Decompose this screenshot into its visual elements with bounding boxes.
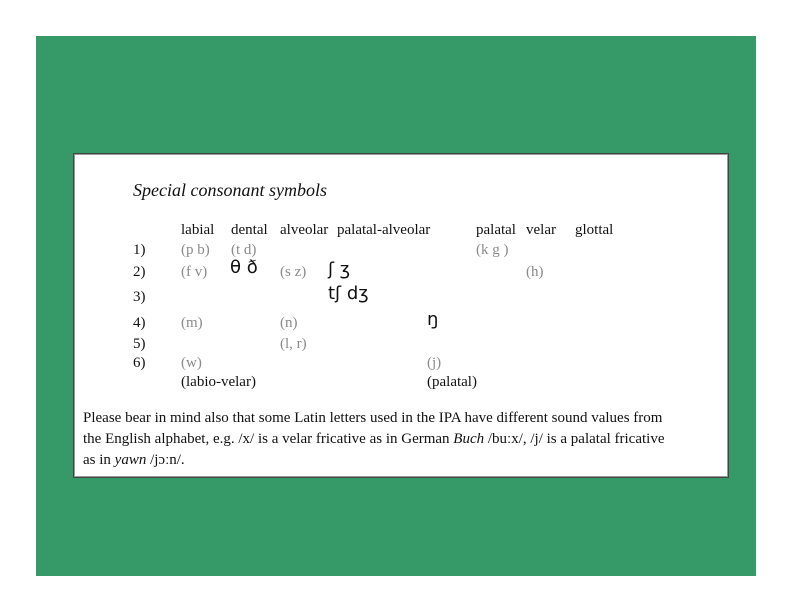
row-number: 6) xyxy=(133,355,146,371)
cell-dental: (t d) xyxy=(231,242,257,258)
cell-velar-nasal-ipa: ŋ xyxy=(427,309,439,330)
header-palatal-alveolar: palatal-alveolar xyxy=(337,222,431,238)
header-dental: dental xyxy=(231,222,268,238)
cell-alveolar: (n) xyxy=(280,315,298,331)
row-number: 5) xyxy=(133,336,146,352)
note-text: as in xyxy=(83,452,115,468)
row-number: 4) xyxy=(133,315,146,331)
note-text: /jɔːn/. xyxy=(146,452,185,468)
cell-labio-velar-label: (labio-velar) xyxy=(181,374,256,390)
row-number: 2) xyxy=(133,264,146,280)
note-text: the English alphabet, e.g. /x/ is a velar fricative as in German xyxy=(83,431,454,447)
cell-alveolar: (s z) xyxy=(280,264,307,280)
cell-labial: (m) xyxy=(181,315,203,331)
cell-palatal: (k g ) xyxy=(476,242,509,258)
cell-dental-ipa: θ ð xyxy=(230,257,258,278)
note-text: /buːx/, /j/ is a palatal fricative xyxy=(484,431,665,447)
cell-labial: (p b) xyxy=(181,242,210,258)
cell-labial: (f v) xyxy=(181,264,208,280)
cell-labial: (w) xyxy=(181,355,202,371)
section-title: Special consonant symbols xyxy=(133,180,327,200)
note-line xyxy=(83,450,728,471)
cell-palatal: (j) xyxy=(427,355,442,371)
header-palatal: palatal xyxy=(476,222,516,238)
header-velar: velar xyxy=(526,222,556,238)
note-line xyxy=(83,429,728,450)
header-glottal: glottal xyxy=(575,222,614,238)
header-alveolar: alveolar xyxy=(280,222,329,238)
cell-affricates-ipa: tʃ dʒ xyxy=(328,283,369,304)
row-number: 3) xyxy=(133,289,146,305)
row-number: 1) xyxy=(133,242,146,258)
header-labial: labial xyxy=(181,222,215,238)
note-emphasis: yawn xyxy=(114,452,147,468)
note-paragraph xyxy=(83,408,728,471)
cell-palatal-label: (palatal) xyxy=(427,374,477,390)
cell-alveolar: (l, r) xyxy=(280,336,307,352)
note-emphasis: Buch xyxy=(453,431,485,447)
cell-glottal: (h) xyxy=(526,264,544,280)
note-line: Please bear in mind also that some Latin letters used in the IPA have different sound values from xyxy=(83,410,663,426)
cell-palatal-alveolar-ipa: ʃ ʒ xyxy=(328,259,351,280)
